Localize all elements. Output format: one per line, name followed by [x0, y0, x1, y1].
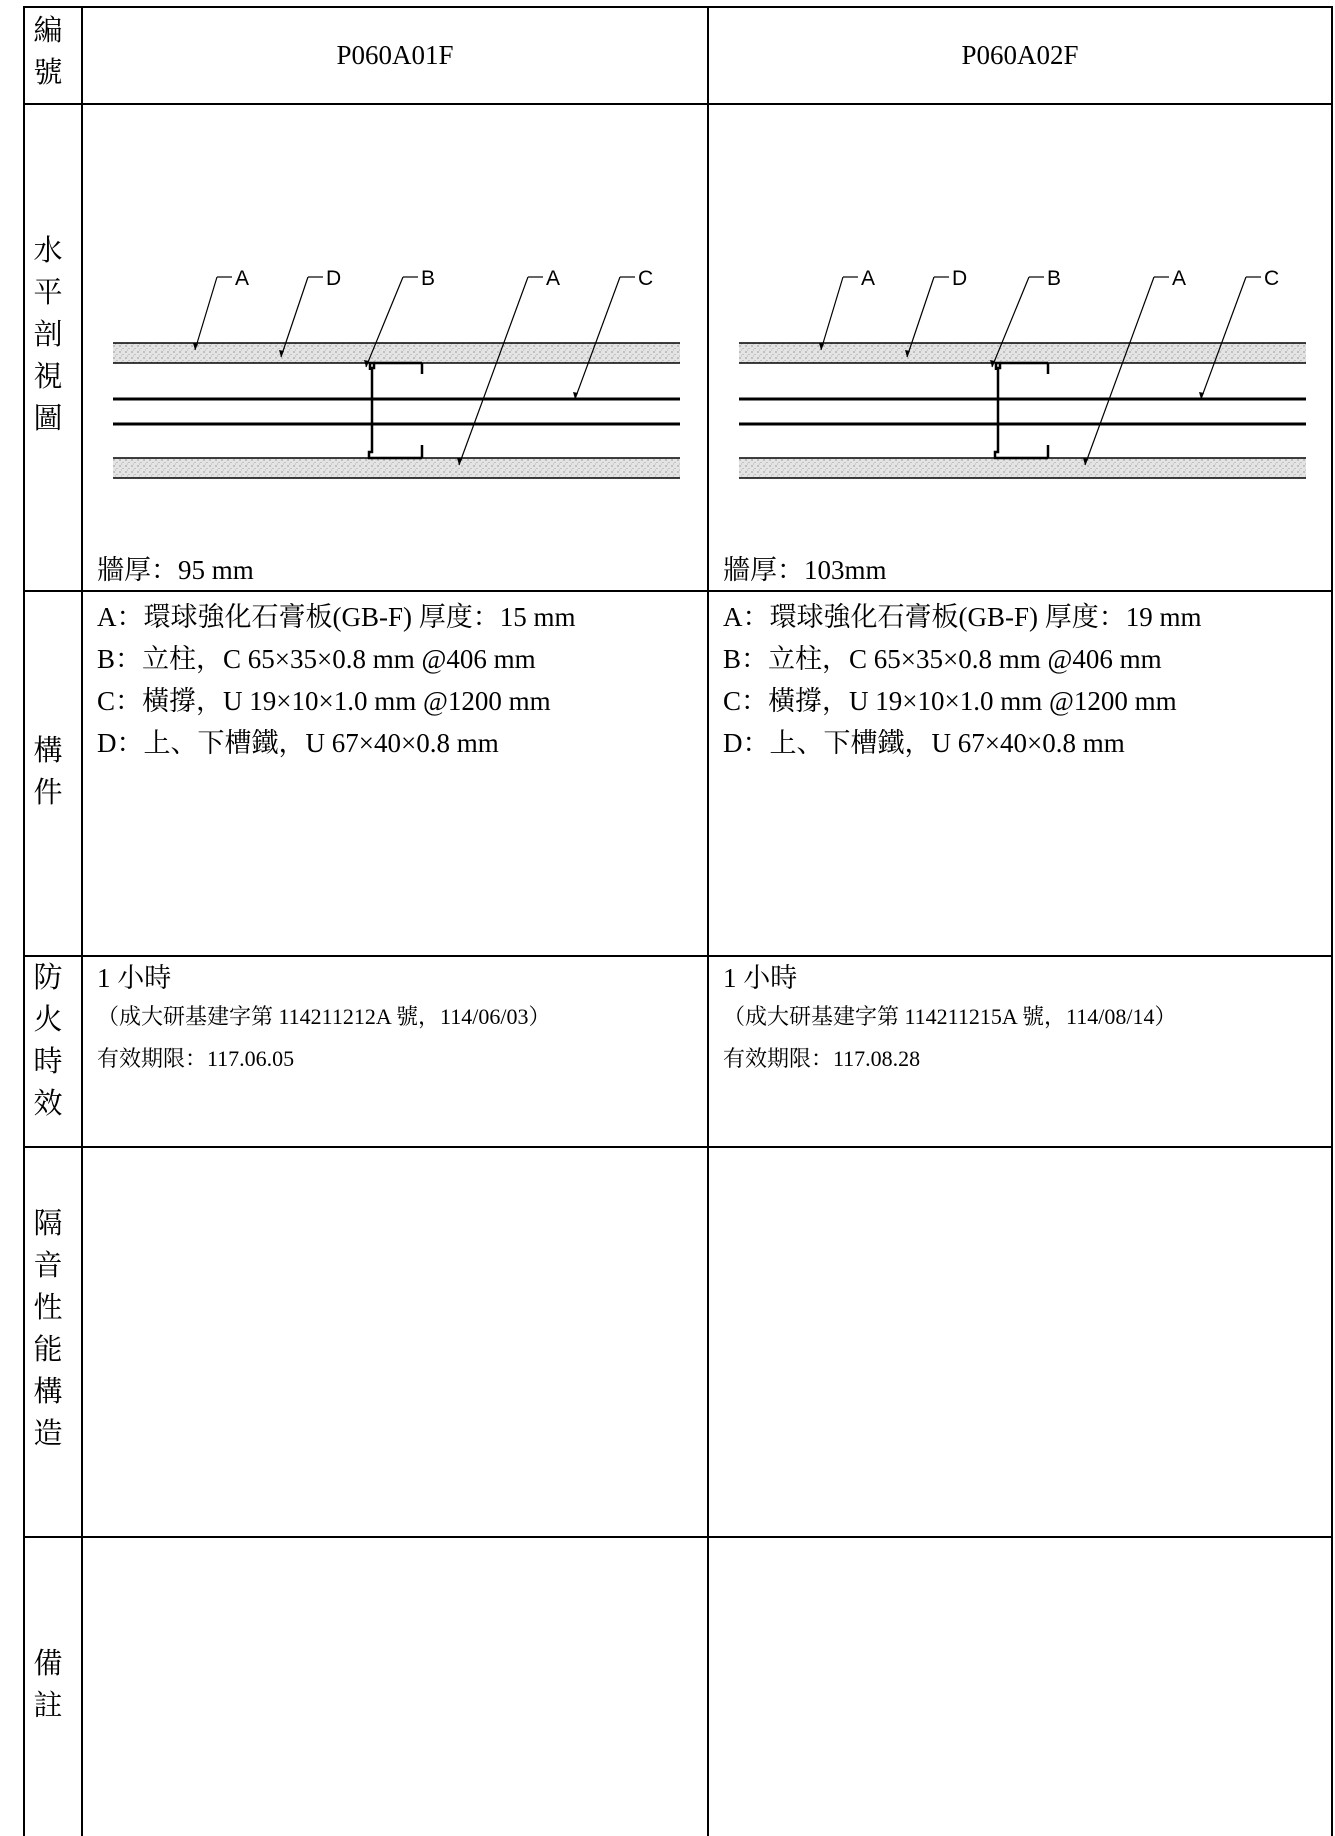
callout-label: A — [235, 267, 250, 290]
component-line: D：上、下槽鐵，U 67×40×0.8 mm — [97, 728, 499, 758]
label-char: 件 — [33, 777, 63, 809]
fire-report: （成大研基建字第 114211212A 號，114/06/03） — [97, 1004, 551, 1029]
section-drawing — [83, 255, 705, 495]
row-label-fire — [24, 957, 72, 1125]
row-label-remarks — [24, 1643, 72, 1727]
callout-leader — [195, 277, 217, 350]
label-char: 圖 — [33, 403, 63, 435]
fire-rating-block — [723, 960, 1176, 1080]
product-code: P060A02F — [961, 40, 1079, 70]
table-border-right — [1331, 6, 1333, 1836]
label-char: 音 — [33, 1250, 63, 1282]
fire-rating: 1 小時 — [97, 963, 172, 993]
label-char: 火 — [33, 1004, 63, 1036]
gypsum-board-bottom — [113, 458, 680, 478]
label-char: 效 — [33, 1088, 63, 1120]
stud-profile — [995, 363, 1000, 458]
components-list — [723, 596, 1202, 764]
row-label-sound — [24, 1203, 72, 1455]
label-char: 防 — [33, 962, 63, 994]
label-char: 剖 — [33, 319, 63, 351]
wall-thickness: 牆厚：103mm — [723, 555, 887, 585]
label-char: 編 — [33, 15, 63, 47]
callout-label: B — [1047, 267, 1062, 290]
component-line: A：環球強化石膏板(GB-F) 厚度：15 mm — [97, 602, 576, 632]
label-char: 註 — [33, 1690, 63, 1722]
callout-label: D — [952, 267, 968, 290]
label-char: 構 — [33, 735, 63, 767]
row-label-components — [24, 730, 72, 814]
components-list — [97, 596, 576, 764]
row-divider — [23, 103, 1333, 105]
component-line: C：橫撐，U 19×10×1.0 mm @1200 mm — [723, 686, 1177, 716]
callout-leader — [459, 277, 528, 465]
stud-profile — [369, 363, 374, 458]
row-label-section — [24, 230, 72, 440]
wall-thickness: 牆厚：95 mm — [97, 555, 254, 585]
component-line: D：上、下槽鐵，U 67×40×0.8 mm — [723, 728, 1125, 758]
label-char: 備 — [33, 1648, 63, 1680]
callout-label: B — [421, 267, 436, 290]
label-char: 視 — [33, 361, 63, 393]
row-divider — [23, 590, 1333, 592]
label-char: 造 — [33, 1418, 63, 1450]
callout-leader — [575, 277, 620, 399]
callout-label: A — [861, 267, 876, 290]
label-char: 平 — [33, 277, 63, 309]
callout-label: D — [326, 267, 342, 290]
label-char: 時 — [33, 1046, 63, 1078]
component-line: B：立柱，C 65×35×0.8 mm @406 mm — [723, 644, 1162, 674]
callout-label: A — [1172, 267, 1187, 290]
fire-rating-block — [97, 960, 550, 1080]
row-divider — [23, 1146, 1333, 1148]
component-line: A：環球強化石膏板(GB-F) 厚度：19 mm — [723, 602, 1202, 632]
callout-leader — [1201, 277, 1246, 399]
callout-label: C — [1264, 267, 1280, 290]
fire-validity: 有效期限：117.08.28 — [723, 1046, 921, 1071]
row-label-number — [24, 10, 72, 94]
callout-label: A — [546, 267, 561, 290]
label-char: 隔 — [33, 1208, 63, 1240]
label-char: 能 — [33, 1334, 63, 1366]
callout-label: C — [638, 267, 654, 290]
fire-validity: 有效期限：117.06.05 — [97, 1046, 295, 1071]
row-divider — [23, 955, 1333, 957]
label-char: 性 — [33, 1292, 63, 1324]
section-drawing — [709, 255, 1331, 495]
row-divider — [23, 1536, 1333, 1538]
component-line: C：橫撐，U 19×10×1.0 mm @1200 mm — [97, 686, 551, 716]
callout-leader — [1085, 277, 1154, 465]
callout-leader — [821, 277, 843, 350]
label-char: 構 — [33, 1376, 63, 1408]
fire-report: （成大研基建字第 114211215A 號，114/08/14） — [723, 1004, 1177, 1029]
component-line: B：立柱，C 65×35×0.8 mm @406 mm — [97, 644, 536, 674]
table-border-top — [23, 6, 1333, 8]
gypsum-board-bottom — [739, 458, 1306, 478]
label-char: 水 — [33, 235, 63, 267]
product-code: P060A01F — [336, 40, 454, 70]
fire-rating: 1 小時 — [723, 963, 798, 993]
label-char: 號 — [33, 57, 63, 89]
